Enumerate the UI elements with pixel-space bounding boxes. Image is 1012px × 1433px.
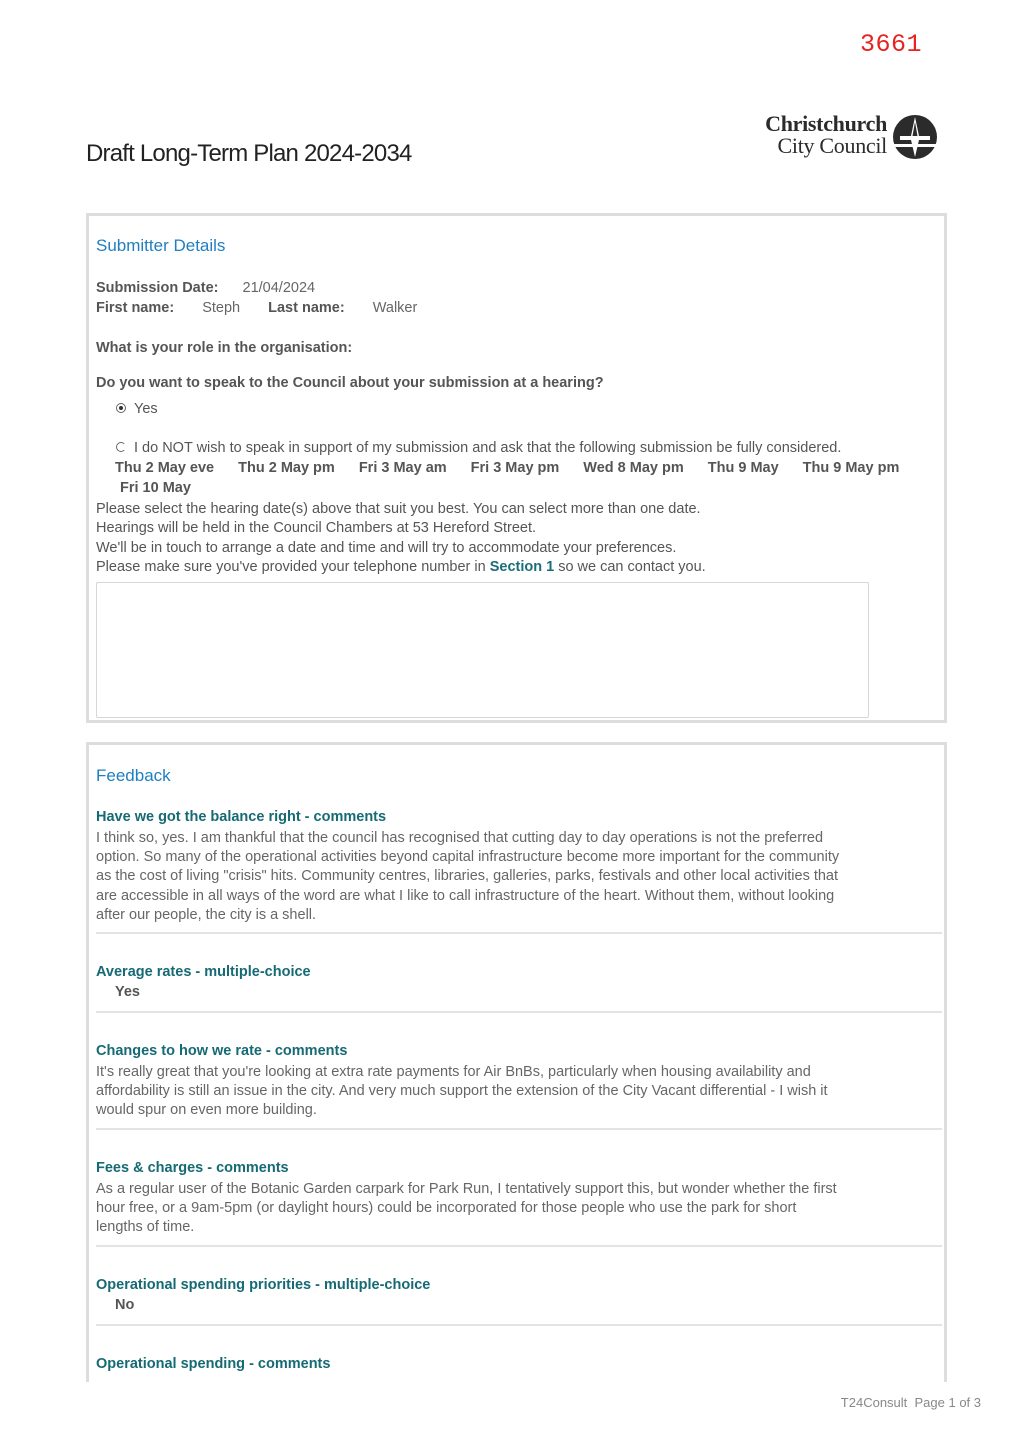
response-line: as the cost of living "crisis" hits. Community centres, libraries, galleries, parks, festivals and other local activities that [96,868,839,885]
info-line [96,558,706,577]
question-title: Fees & charges - comments [96,1160,289,1176]
hearing-question: Do you want to speak to the Council about your submission at a hearing? [96,375,604,391]
radio-checked-icon[interactable] [116,403,126,413]
response-line: lengths of time. [96,1219,195,1236]
response-line: would spur on even more building. [96,1102,317,1119]
question-response [96,1180,866,1238]
role-question: What is your role in the organisation: [96,340,353,356]
cathedral-spire-icon [892,114,938,160]
section-1-link[interactable]: Section 1 [489,559,555,576]
hearing-date-option[interactable]: Fri 10 May [120,480,191,496]
feedback-heading: Feedback [96,766,171,785]
question-title: Average rates - multiple-choice [96,964,311,980]
hearing-dates-list [96,458,926,498]
first-name-value: Steph [202,300,241,316]
hearing-comments-textarea[interactable] [96,582,869,718]
feedback-panel [86,742,947,1382]
question-response [96,829,866,925]
option-no-label: I do NOT wish to speak in support of my submission and ask that the following submission be fully considered. [134,440,842,456]
radio-unchecked-icon[interactable] [116,442,126,452]
response-line: I think so, yes. I am thankful that the council has recognised that cutting day to day operations is not the preferred [96,830,824,846]
submitter-heading: Submitter Details [96,236,226,255]
info-line: Please select the hearing date(s) above that suit you best. You can select more than one date. [96,501,701,517]
page-footer: T24Consult Page 1 of 3 [840,1395,981,1410]
question-answer: Yes [115,984,140,1000]
council-logo [748,113,943,161]
question-response [96,1063,866,1121]
page-title: Draft Long-Term Plan 2024-2034 [86,140,412,167]
question-title: Have we got the balance right - comments [96,809,387,825]
question-title: Changes to how we rate - comments [96,1043,348,1059]
hearing-date-option[interactable]: Thu 2 May eve [115,460,215,476]
name-row [96,300,417,316]
logo-line-1: Christchurch [765,111,887,136]
response-line: hour free, or a 9am-5pm (or daylight hours) could be incorporated for those people who use the park for short [96,1200,797,1217]
divider [96,1324,942,1326]
radio-option-no[interactable] [116,440,841,456]
question-answer: No [115,1297,135,1313]
divider [96,932,942,934]
divider [96,1128,942,1130]
info-line: Hearings will be held in the Council Chambers at 53 Hereford Street. [96,520,537,537]
submission-date-value: 21/04/2024 [242,280,316,296]
question-title: Operational spending - comments [96,1356,331,1372]
info-text: so we can contact you. [554,559,706,576]
response-line: are accessible in all ways of the word are what I like to call infrastructure of the heart. Without them, without looking [96,887,835,904]
hearing-date-option[interactable]: Thu 9 May [707,460,779,476]
hearing-date-option[interactable]: Fri 3 May am [358,460,447,476]
hearing-date-option[interactable]: Fri 3 May pm [470,460,560,476]
response-line: affordability is still an issue in the city. And very much support the extension of the City Vacant differential - I wish it [96,1083,828,1100]
divider [96,1011,942,1013]
info-line: We'll be in touch to arrange a date and time and will try to accommodate your preferences. [96,539,677,556]
submitter-details-panel [86,213,947,723]
last-name-value: Walker [372,300,418,316]
divider [96,1245,942,1247]
hearing-date-option[interactable]: Wed 8 May pm [583,460,684,476]
submission-date-label: Submission Date: [96,280,219,296]
option-yes-label: Yes [134,401,158,417]
response-line: As a regular user of the Botanic Garden carpark for Park Run, I tentatively support this, but wonder whether the first [96,1181,837,1197]
hearing-date-option[interactable]: Thu 2 May pm [238,460,335,476]
logo-line-2: City Council [777,133,887,158]
hearing-info [96,500,706,578]
radio-option-yes[interactable] [116,401,158,417]
hearing-date-option[interactable]: Thu 9 May pm [802,460,900,476]
response-line: It's really great that you're looking at extra rate payments for Air BnBs, particularly when housing availability and [96,1064,811,1080]
response-line: after our people, the city is a shell. [96,906,317,923]
last-name-label: Last name: [268,300,345,316]
question-title: Operational spending priorities - multiple-choice [96,1277,431,1293]
submission-date-row [96,280,315,296]
info-text: Please make sure you've provided your telephone number in [96,559,490,576]
response-line: option. So many of the operational activities beyond capital infrastructure become more important for the community [96,849,840,866]
document-number: 3661 [860,30,923,59]
first-name-label: First name: [96,300,175,316]
